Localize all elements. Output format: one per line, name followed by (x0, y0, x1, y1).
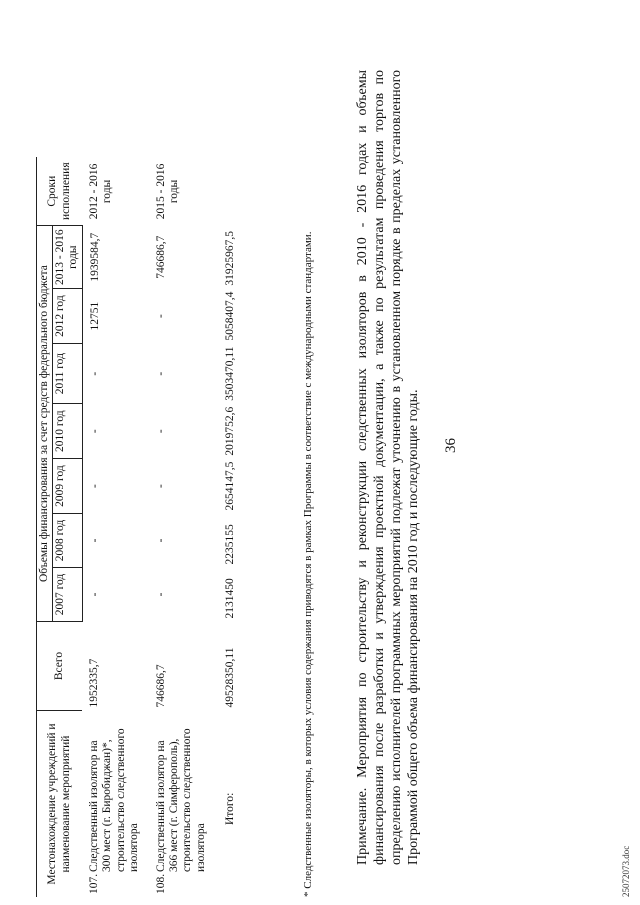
header-year-2008: 2008 год (53, 514, 82, 568)
total-sum: 49528350,11 (223, 647, 236, 708)
header-terms-column: Сроки исполнения (37, 157, 83, 226)
row-value: - (155, 538, 168, 543)
total-value: 2019752,6 (223, 406, 236, 456)
total-value: 3503470,11 (223, 346, 236, 401)
row-value: - (155, 484, 168, 488)
header-year-2009: 2009 год (53, 459, 82, 514)
note-paragraph: Примечание. Мероприятия по строительству и реконструкции следственных изоляторов в 2010 - 2016 годах и объемы финансирования после разработки и утверждения проектной документации, а также по результатам проведения торгов по определению исполнителей программных мероприятий подлежат уточнению в установленном порядке в пределах установленного Программой общего объема финансирования на 2010 год и последующие годы. (355, 70, 422, 865)
row-value: 1939584,7 (88, 232, 101, 282)
total-value: 31925967,5 (223, 231, 236, 286)
row-name: Следственный изолятор на 366 мест (г. Симферополь), строительство следственного изолятора (155, 728, 207, 872)
row-value: - (155, 314, 168, 319)
table-header-row (37, 157, 53, 897)
table-row (149, 157, 216, 897)
document-id: 25072073.doc (621, 845, 631, 897)
header-year-2013-2016: 2013 - 2016 годы (53, 226, 82, 289)
row-number: 107. (88, 873, 101, 894)
total-value: 2654147,5 (223, 461, 236, 511)
table-row (82, 157, 149, 897)
header-year-2011: 2011 год (53, 344, 82, 404)
row-value: 746686,7 (155, 235, 168, 279)
row-value: - (88, 371, 101, 376)
row-value: - (88, 429, 101, 434)
header-year-2012: 2012 год (53, 289, 82, 344)
header-year-2010: 2010 год (53, 404, 82, 459)
row-total: 1952335,7 (88, 658, 101, 708)
row-total: 746686,7 (155, 664, 168, 708)
page-number: 36 (443, 438, 459, 453)
total-value: 2131450 (223, 578, 236, 619)
total-terms-empty (216, 157, 238, 226)
total-value: 5058407,4 (223, 291, 236, 341)
row-value: - (88, 592, 101, 597)
financing-table (36, 157, 238, 897)
total-label: Итого: (223, 792, 236, 825)
total-value: 2235155 (223, 524, 236, 565)
header-federal-budget: Объемы финансирования за счет средств федерального бюджета (37, 226, 53, 622)
row-value: - (155, 592, 168, 597)
row-name-cell (149, 711, 216, 898)
row-value: 12751 (88, 301, 101, 331)
row-name-cell (82, 711, 149, 898)
header-year-2007: 2007 год (53, 568, 82, 622)
row-value: - (155, 429, 168, 434)
row-terms: 2012 - 2016 годы (88, 163, 114, 220)
row-name: Следственный изолятор на 300 мест (г. Биробиджан)*, строительство следственного изолятора (88, 728, 140, 872)
row-value: - (155, 371, 168, 376)
total-row (216, 157, 238, 897)
row-number: 108. (155, 873, 168, 894)
header-name-column: Местонахождение учреждений и наименование мероприятий (37, 711, 83, 898)
row-value: - (88, 484, 101, 488)
footnote: * Следственные изоляторы, в которых условия содержания приводятся в рамках Программы в соответствие с международными стандартами. (302, 231, 314, 897)
header-total-column: Всего (37, 622, 83, 711)
row-terms: 2015 - 2016 годы (155, 163, 181, 220)
row-value: - (88, 538, 101, 543)
